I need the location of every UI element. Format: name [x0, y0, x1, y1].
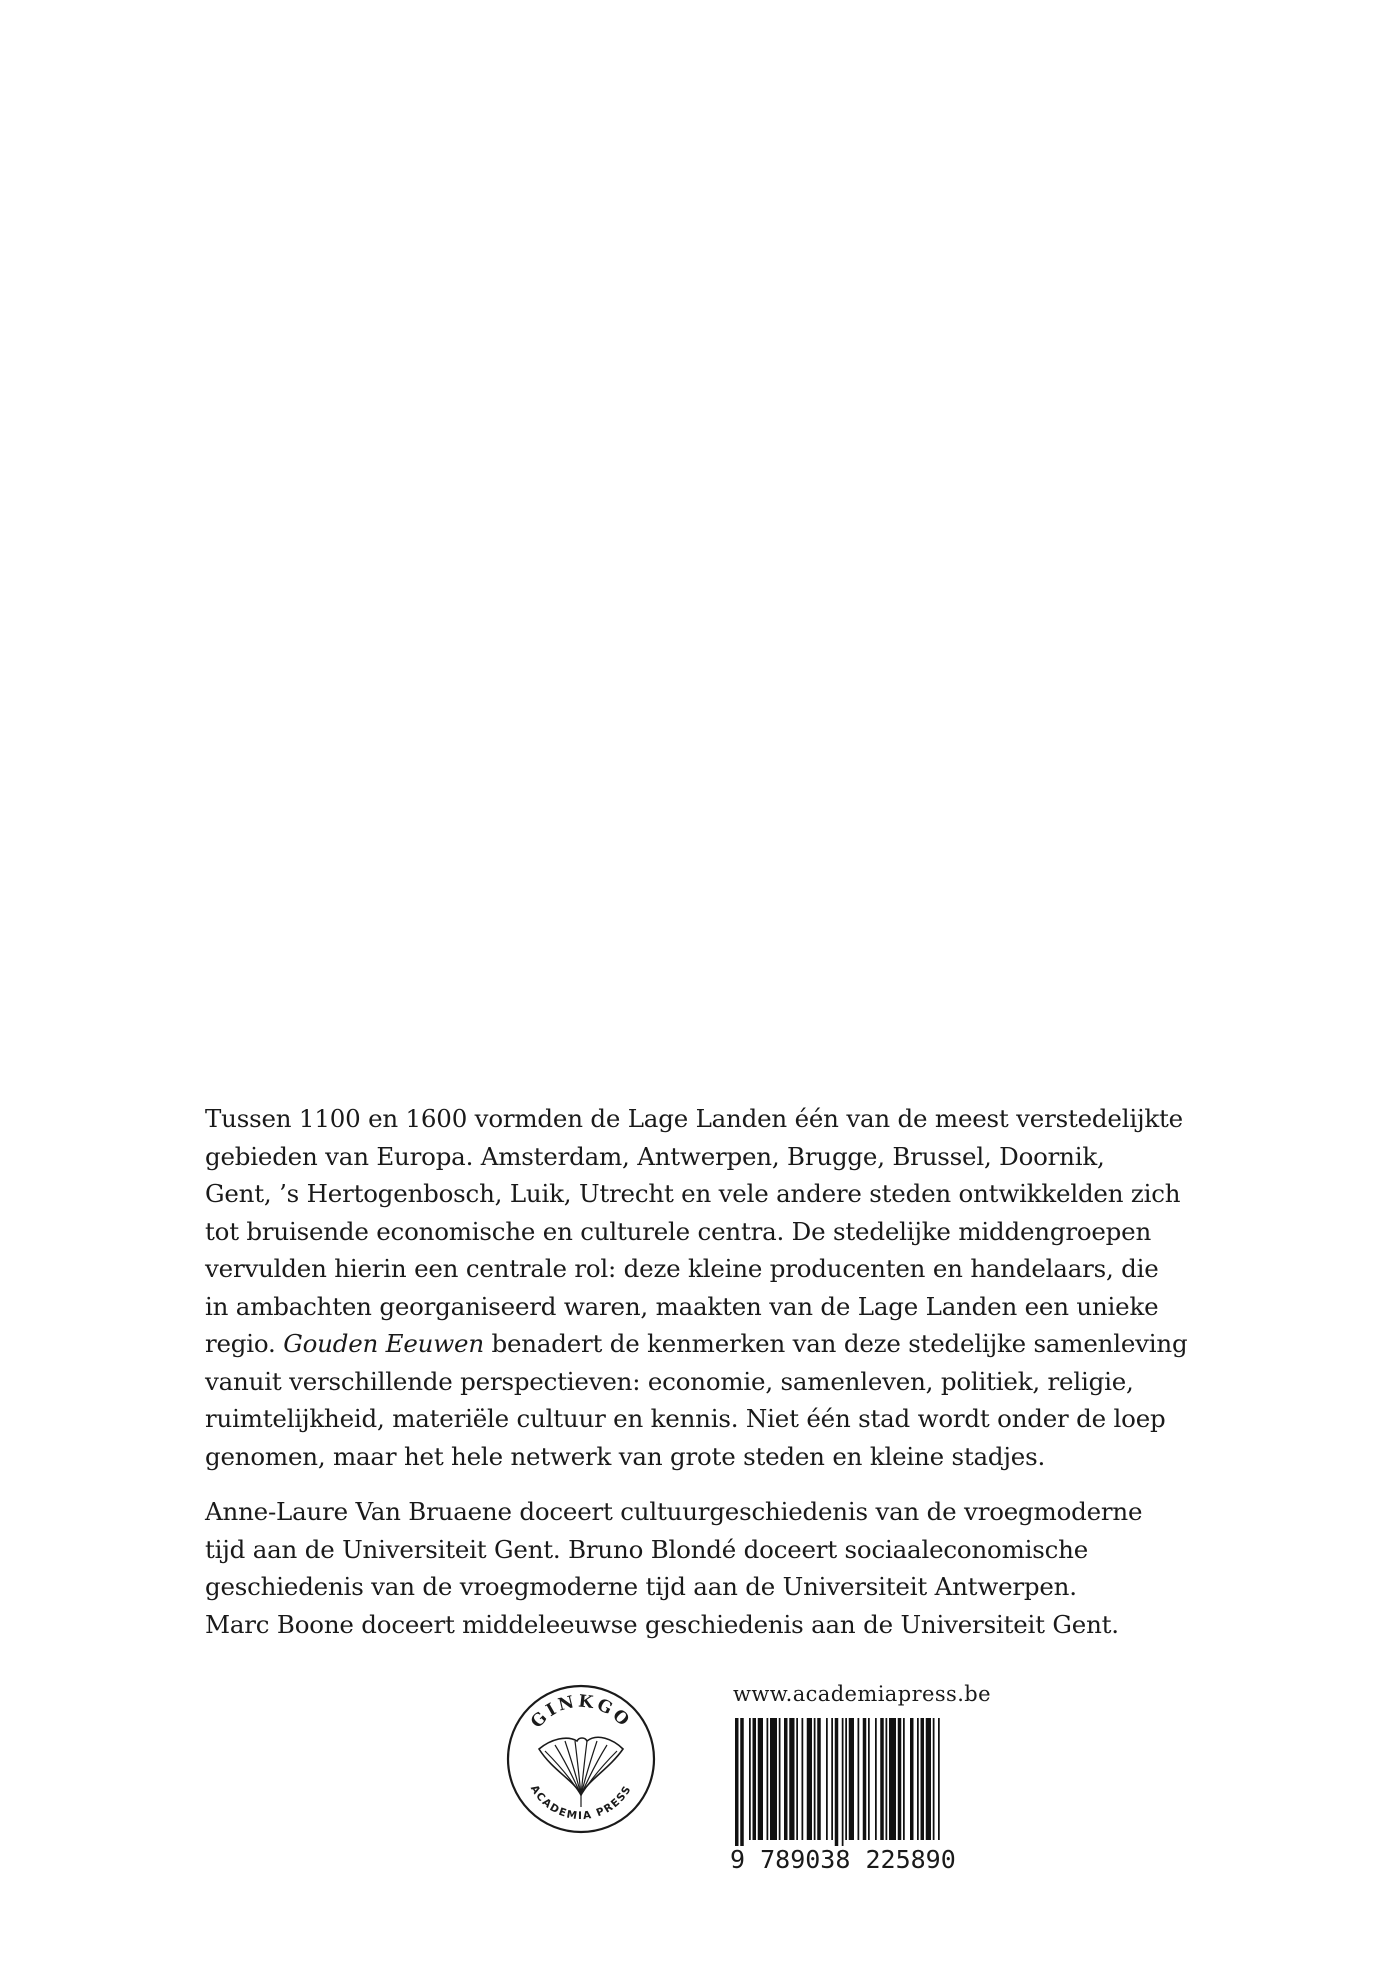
barcode-bar	[898, 1718, 902, 1840]
blurb-line: vervulden hierin een centrale rol: deze kleine producenten en handelaars, die	[205, 1254, 1159, 1283]
barcode-bar	[875, 1718, 877, 1840]
ginkgo-leaf-icon	[505, 1683, 657, 1835]
barcode-bar	[921, 1718, 925, 1840]
logo-top-text: GINKGO	[527, 1691, 635, 1733]
author-line: tijd aan de Universiteit Gent. Bruno Blondé doceert sociaaleconomische	[205, 1534, 1089, 1564]
barcode-bar	[926, 1718, 931, 1840]
barcode-bar	[784, 1718, 788, 1840]
barcode-bar	[845, 1718, 847, 1840]
barcode-bar	[889, 1718, 896, 1840]
barcode-bar	[796, 1718, 798, 1840]
barcode-bar	[735, 1718, 739, 1846]
barcode	[733, 1718, 989, 1846]
publisher-url[interactable]: www.academiapress.be	[733, 1682, 991, 1706]
barcode-bar	[910, 1718, 914, 1840]
barcode-bar	[886, 1718, 888, 1840]
barcode-bar	[858, 1718, 860, 1840]
barcode-bar	[802, 1718, 804, 1840]
blurb-line: Gent, ’s Hertogenbosch, Luik, Utrecht en vele andere steden ontwikkelden zich	[205, 1179, 1181, 1208]
blurb-line	[205, 1325, 1205, 1363]
barcode-bar	[933, 1718, 935, 1840]
blurb-line: gebieden van Europa. Amsterdam, Antwerpen, Brugge, Brussel, Doornik,	[205, 1141, 1105, 1171]
barcode-bar	[807, 1718, 812, 1840]
barcode-bar	[826, 1718, 828, 1840]
barcode-bar	[779, 1718, 781, 1840]
barcode-bar	[740, 1718, 744, 1846]
barcode-bar	[842, 1718, 844, 1846]
barcode-bar	[835, 1718, 839, 1846]
blurb-line: genomen, maar het hele netwerk van grote steden en kleine stadjes.	[205, 1441, 1046, 1471]
author-line: geschiedenis van de vroegmoderne tijd aan de Universiteit Antwerpen.	[205, 1572, 1077, 1601]
barcode-bar	[789, 1718, 794, 1840]
barcode-bar	[917, 1718, 919, 1840]
blurb-line: tot bruisende economische en culturele centra. De stedelijke middengroepen	[205, 1216, 1152, 1246]
blurb-text: benadert de kenmerken van deze stedelijke samenleving	[483, 1329, 1188, 1358]
logo-bottom-text: ACADEMIA PRESS	[527, 1783, 635, 1823]
book-title: Gouden Eeuwen	[283, 1329, 484, 1358]
barcode-bar	[814, 1718, 816, 1840]
barcode-bar	[767, 1718, 769, 1840]
barcode-bar	[863, 1718, 867, 1840]
back-cover-blurb	[205, 1100, 1205, 1475]
isbn-number: 9 789038 225890	[730, 1845, 956, 1874]
blurb-line: Tussen 1100 en 1600 vormden de Lage Landen één van de meest verstedelijkte	[205, 1104, 1183, 1133]
barcode-bar	[903, 1718, 905, 1840]
barcode-bar	[749, 1718, 751, 1840]
barcode-bar	[831, 1718, 833, 1840]
blurb-text: regio.	[205, 1329, 284, 1358]
author-line: Marc Boone doceert middeleeuwse geschiedenis aan de Universiteit Gent.	[205, 1609, 1119, 1639]
barcode-bar	[938, 1718, 940, 1840]
author-line: Anne-Laure Van Bruaene doceert cultuurgeschiedenis van de vroegmoderne	[205, 1497, 1143, 1526]
blurb-line: ruimtelijkheid, materiële cultuur en kennis. Niet één stad wordt onder de loep	[205, 1404, 1166, 1433]
barcode-bar	[849, 1718, 854, 1840]
author-bios	[205, 1493, 1205, 1643]
barcode-bar	[880, 1718, 884, 1840]
blurb-line: vanuit verschillende perspectieven: economie, samenleven, politiek, religie,	[205, 1366, 1134, 1396]
barcode-bar	[758, 1718, 763, 1840]
barcode-bar	[753, 1718, 757, 1840]
ginkgo-academia-press-logo	[505, 1683, 657, 1835]
barcode-bar	[817, 1718, 821, 1840]
barcode-bar	[770, 1718, 777, 1840]
blurb-line: in ambachten georganiseerd waren, maakten van de Lage Landen een unieke	[205, 1291, 1159, 1321]
barcode-bar	[868, 1718, 870, 1840]
